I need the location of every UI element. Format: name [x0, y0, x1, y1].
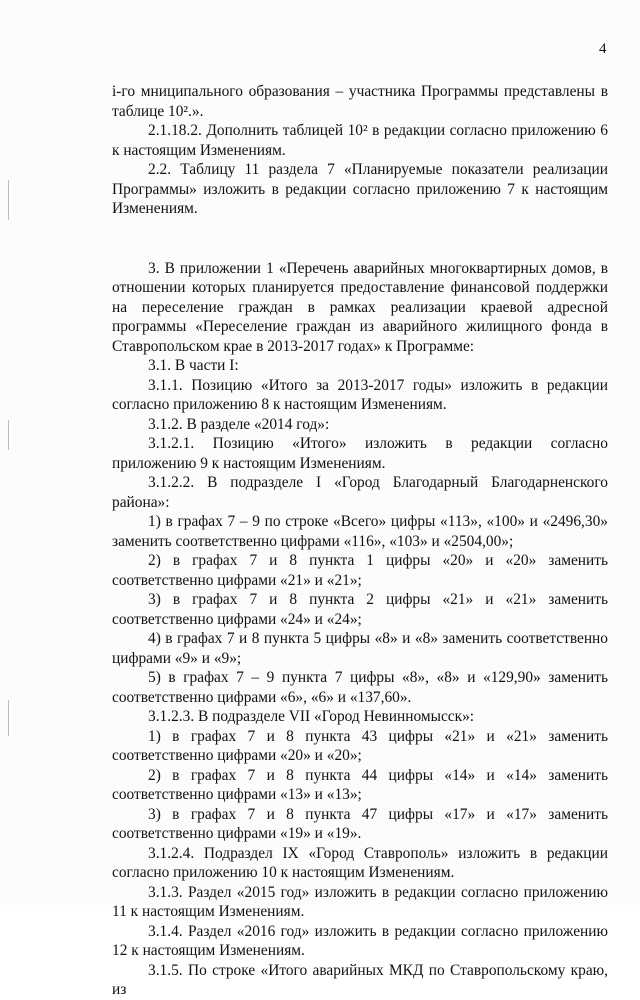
scan-edge-mark: [8, 700, 9, 736]
paragraph: 3.1. В части I:: [148, 357, 239, 374]
paragraph: 3.1.4. Раздел «2016 год» изложить в редакции согласно приложению 12 к настоящим Изменениям.: [112, 922, 608, 959]
scan-edge-mark: [8, 420, 9, 450]
paragraph: 3.1.2.3. В подразделе VII «Город Невинномысск»:: [148, 708, 475, 725]
paragraph: 3.1.1. Позицию «Итого за 2013-2017 годы» изложить в редакции согласно приложению 8 к настоящим Изменениям.: [112, 376, 608, 413]
paragraph: 3.1.2. В разделе «2014 год»:: [148, 415, 330, 433]
paragraph: 3.1.5. По строке «Итого аварийных МКД по Ставропольскому краю, из: [112, 961, 608, 998]
paragraph: 1) в графах 7 – 9 по строке «Всего» цифры «113», «100» и «2496,30» заменить соответственно цифрами «116», «103» и «2504,00»;: [112, 513, 608, 550]
paragraph-spacer: [112, 219, 608, 259]
paragraph: 3. В приложении 1 «Перечень аварийных многоквартирных домов, в отношении которых планируется предоставление финансовой поддержки на переселение граждан в рамках реализации краевой адресной программы «Переселение граждан из аварийного жилищного фонда в Ставропольском крае в 2013-2017 годах» к Программе:: [112, 259, 608, 355]
paragraph: 3) в графах 7 и 8 пункта 2 цифры «21» и «21» заменить соответственно цифрами «24» и «24»;: [112, 591, 608, 628]
paragraph: 2.2. Таблицу 11 раздела 7 «Планируемые показатели реализации Программы» изложить в редакции согласно приложению 7 к настоящим Изменениям.: [112, 161, 608, 217]
paragraph: i-го мниципального образования – участника Программы представлены в таблице 10².».: [112, 83, 608, 120]
document-body: [112, 82, 608, 1000]
paragraph: 3.1.2.1. Позицию «Итого» изложить в редакции согласно приложению 9 к настоящим Изменениям.: [112, 435, 608, 472]
paragraph: 2) в графах 7 и 8 пункта 44 цифры «14» и «14» заменить соответственно цифрами «13» и «13»;: [112, 766, 608, 803]
paragraph: 2.1.18.2. Дополнить таблицей 10² в редакции согласно приложению 6 к настоящим Изменениям.: [112, 122, 608, 159]
paragraph: 3.1.2.4. Подраздел IX «Город Ставрополь» изложить в редакции согласно приложению 10 к настоящим Изменениям.: [112, 844, 608, 881]
paragraph: 5) в графах 7 – 9 пункта 7 цифры «8», «8» и «129,90» заменить соответственно цифрами «6», «6» и «137,60».: [112, 669, 608, 706]
paragraph: 3.1.3. Раздел «2015 год» изложить в редакции согласно приложению 11 к настоящим Изменениям.: [112, 883, 608, 920]
paragraph: 3) в графах 7 и 8 пункта 47 цифры «17» и «17» заменить соответственно цифрами «19» и «19».: [112, 805, 608, 842]
scan-edge-mark: [8, 180, 9, 220]
page-number: 4: [599, 41, 607, 57]
paragraph: 4) в графах 7 и 8 пункта 5 цифры «8» и «8» заменить соответственно цифрами «9» и «9»;: [112, 630, 608, 667]
paragraph: 2) в графах 7 и 8 пункта 1 цифры «20» и «20» заменить соответственно цифрами «21» и «21»;: [112, 552, 608, 589]
paragraph: 1) в графах 7 и 8 пункта 43 цифры «21» и «21» заменить соответственно цифрами «20» и «20»;: [112, 727, 608, 764]
paragraph: 3.1.2.2. В подразделе I «Город Благодарный Благодарненского района»:: [112, 474, 608, 511]
